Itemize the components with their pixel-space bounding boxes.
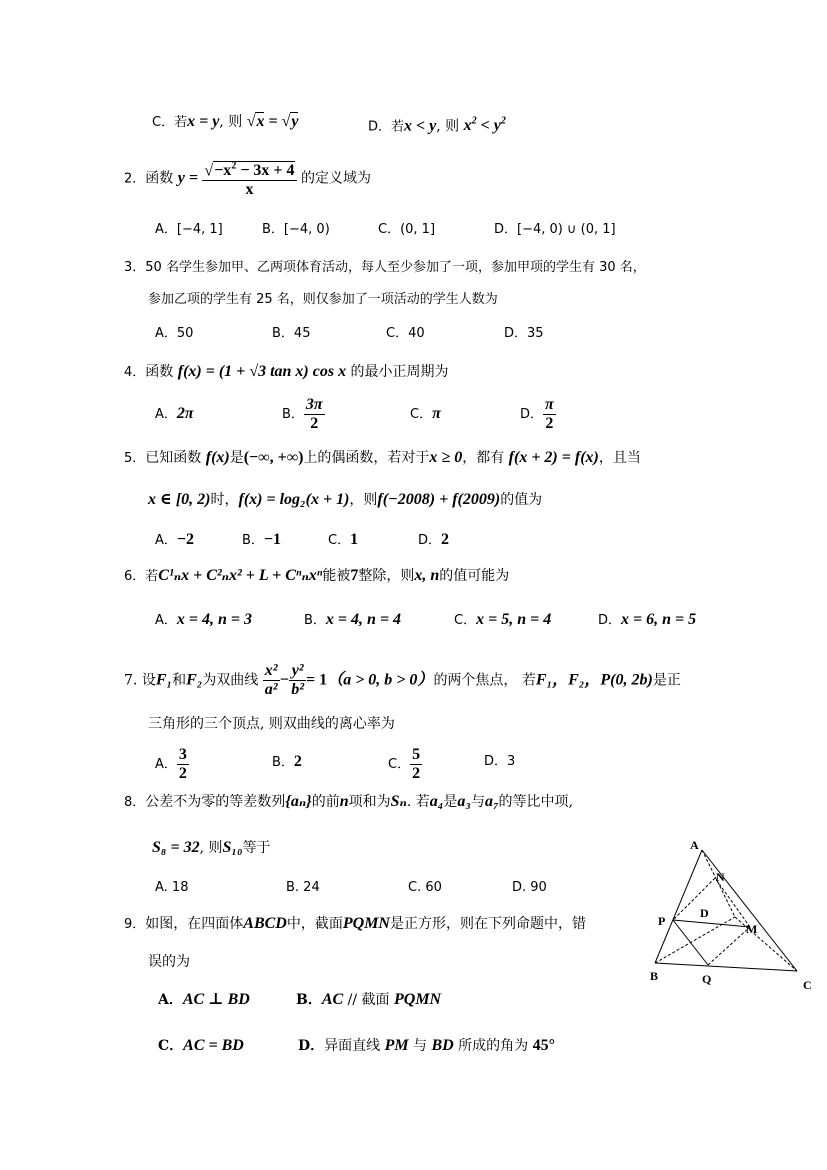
diag-pm xyxy=(673,920,750,927)
label-n: N xyxy=(716,870,725,884)
q5-option-a: A．−2 xyxy=(155,531,195,548)
q3-option-a: A．50 xyxy=(155,326,194,341)
q5-line2: x ∈ [0, 2)时，f(x) = log₂(x + 1)，则f(−2008) + f(2009)的值为 xyxy=(148,491,543,508)
q8-option-b: B. 24 xyxy=(286,880,320,895)
q8-option-c: C. 60 xyxy=(408,880,442,895)
q3-line1: 3．50 名学生参加甲、乙两项体育活动，每人至少参加了一项，参加甲项的学生有 30 名， xyxy=(124,260,646,275)
label-c: C xyxy=(803,978,812,992)
q4-option-b: B． $\frac{3\pi}{2}$ xyxy=(282,396,323,432)
q1-option-d: D．若x < y, 则 $x^2 < y^2$ xyxy=(368,116,506,135)
q9-option-c: C．AC = BD xyxy=(158,1037,244,1054)
edge-pq xyxy=(673,920,708,965)
q4-option-c: C．π xyxy=(410,405,441,422)
label-p: P xyxy=(658,914,666,928)
q9-line2: 误的为 xyxy=(148,954,190,970)
q6-option-d: D．x = 6, n = 5 xyxy=(598,611,697,628)
q9-option-d: D．异面直线 PM 与 BD 所成的角为 45° xyxy=(298,1037,556,1054)
q7-option-a: A． $\frac{3}{2}$ xyxy=(155,746,187,782)
q8-stem: 8．公差不为零的等差数列{aₙ}的前n项和为Sₙ. 若a₄是a₃与a₇的等比中项, xyxy=(124,793,573,810)
q9-option-a: A．AC ⊥ BD xyxy=(158,991,250,1008)
q6-stem: 6．若C¹ₙx + C²ₙx² + L + Cⁿₙxⁿ能被7整除，则x, n的值可能为 xyxy=(124,567,510,584)
q8-line2: S₈ = 32, 则S₁₀等于 xyxy=(152,839,271,856)
q4-option-a: A．2π xyxy=(155,405,194,422)
q2-option-d: D．[−4, 0) ∪ (0, 1] xyxy=(494,222,616,237)
q2-option-a: A．[−4, 1] xyxy=(155,222,223,237)
tetrahedron-figure xyxy=(640,835,820,1000)
q7-line2: 三角形的三个顶点, 则双曲线的离心率为 xyxy=(148,716,395,732)
q9-option-b: B．AC // 截面 PQMN xyxy=(296,991,442,1008)
edge-mn xyxy=(715,878,750,927)
q1-option-c: C．若x = y, 则 √x = √y xyxy=(152,113,299,130)
edge-ab xyxy=(655,850,702,963)
q2-fraction: $\frac{√-x^2 - 3x + 4}{x}$ xyxy=(202,158,296,199)
edge-bd xyxy=(655,917,735,963)
edge-np xyxy=(673,878,715,920)
q6-option-b: B．x = 4, n = 4 xyxy=(304,611,402,628)
q9-stem: 9．如图，在四面体ABCD中，截面PQMN是正方形，则在下列命题中，错 xyxy=(124,915,586,932)
q7-option-b: B．2 xyxy=(272,753,302,770)
q1-c-math2: √x = √y xyxy=(246,113,299,130)
label-q: Q xyxy=(702,972,712,986)
edge-ac xyxy=(702,850,797,971)
q2-option-c: C．(0, 1] xyxy=(378,222,436,237)
label-m: M xyxy=(746,922,758,936)
q3-option-d: D．35 xyxy=(504,326,544,341)
q8-option-d: D. 90 xyxy=(512,880,547,895)
q7-stem: 7. 设F₁和F₂为双曲线 $\frac{\text{x²}}{\text{a²}}$ − $\frac{\text{y²}}{\text{b²}}$ = 1（a > 0, b > 0）的两个焦点， 若F₁，F₂，P(0, 2b)是正 xyxy=(124,662,681,698)
edge-bc xyxy=(655,963,797,971)
label-d: D xyxy=(700,906,709,920)
q5-option-b: B．−1 xyxy=(242,531,282,548)
q7-option-c: C． $\frac{5}{2}$ xyxy=(388,746,421,782)
q2-stem: 2．函数 y = $\frac{√-x^2 - 3x + 4}{x}$ 的定义域为 xyxy=(124,158,371,199)
q4-option-d: D． $\frac{\pi}{2}$ xyxy=(520,396,554,432)
edge-qm xyxy=(708,927,750,965)
q4-stem: 4．函数 f(x) = (1 + √3 tan x) cos x 的最小正周期为 xyxy=(124,363,449,380)
q5-line1: 5．已知函数 f(x)是(−∞, +∞)上的偶函数，若对于x ≥ 0，都有 f(x + 2) = f(x)，且当 xyxy=(124,449,641,466)
edge-dc xyxy=(735,917,797,971)
q2-option-b: B．[−4, 0) xyxy=(262,222,330,237)
q3-option-c: C．40 xyxy=(386,326,425,341)
q5-option-d: D．2 xyxy=(418,531,450,548)
q6-option-a: A．x = 4, n = 3 xyxy=(155,611,253,628)
label-a: A xyxy=(690,838,699,852)
q3-option-b: B．45 xyxy=(272,326,311,341)
q3-line2: 参加乙项的学生有 25 名，则仅参加了一项活动的学生人数为 xyxy=(148,292,498,307)
q6-option-c: C．x = 5, n = 4 xyxy=(454,611,552,628)
q7-option-d: D．3 xyxy=(484,754,516,769)
q1-d-math2: $x^2 < y^2$ xyxy=(463,116,506,135)
label-b: B xyxy=(650,969,659,983)
q8-option-a: A. 18 xyxy=(155,880,189,895)
q5-option-c: C．1 xyxy=(328,531,359,548)
